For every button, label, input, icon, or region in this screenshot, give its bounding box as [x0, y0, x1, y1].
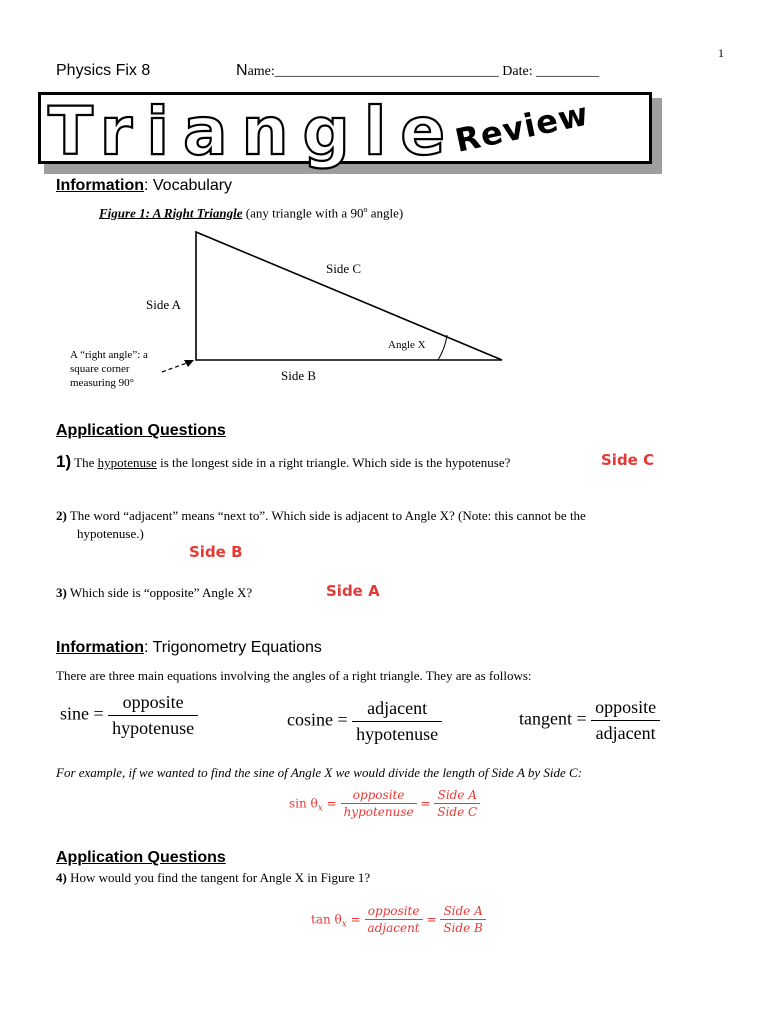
angle-x-arc — [438, 335, 447, 360]
tangent-equals: = — [576, 708, 587, 729]
right-angle-note-line: square corner — [70, 363, 130, 375]
trig-heading-rest: : Trigonometry Equations — [144, 639, 322, 656]
right-angle-note-line: A “right angle”: a — [70, 349, 148, 361]
figure-note-suffix: angle) — [367, 205, 404, 221]
figure-caption: Figure 1: A Right Triangle — [99, 205, 243, 221]
figure-note-prefix: (any triangle with a 90 — [242, 205, 364, 221]
example-text: For example, if we wanted to find the sine of Angle X we would divide the length of Side A by Side C: — [56, 765, 583, 780]
angle-x-label: Angle X — [388, 339, 426, 351]
sine-equals: = — [93, 703, 104, 724]
q4-text: How would you find the tangent for Angle X in Figure 1? — [66, 870, 371, 885]
sine-numerator: opposite — [108, 692, 198, 716]
name-label-initial: N — [236, 62, 248, 79]
q2-answer: Side B — [189, 543, 243, 561]
name-blank: ________________________________ — [274, 64, 499, 79]
name-label: ame: — [247, 64, 275, 79]
sine-fraction — [108, 692, 198, 739]
example-num-2: Side A — [434, 788, 480, 804]
q4-sub: x — [341, 919, 347, 930]
course-title: Physics Fix 8 — [56, 62, 151, 79]
sine-equation — [60, 692, 198, 739]
sine-denominator: hypotenuse — [112, 718, 195, 738]
page-number: 1 — [718, 46, 724, 60]
cosine-fraction — [352, 698, 442, 745]
q3-number: 3) — [56, 585, 67, 600]
q4-equals-2: = — [426, 912, 437, 927]
tangent-equation — [519, 697, 660, 744]
q1-answer: Side C — [601, 451, 655, 469]
trig-heading-bold: Information — [56, 639, 144, 656]
app-questions-heading-2: Application Questions — [56, 849, 226, 866]
tangent-denominator: adjacent — [595, 723, 656, 743]
example-fraction-1 — [341, 788, 417, 819]
trig-heading — [56, 639, 322, 657]
q1-pre: The — [71, 455, 98, 470]
sine-example-equation — [289, 788, 480, 819]
side-b-label: Side B — [281, 368, 317, 383]
q1-term: hypotenuse — [97, 455, 157, 470]
q4-fraction-2 — [440, 904, 485, 935]
q4-den-1: adjacent — [367, 921, 420, 935]
q2-text-2: hypotenuse.) — [77, 526, 144, 541]
cosine-equation — [287, 698, 442, 745]
tangent-numerator: opposite — [591, 697, 660, 721]
right-angle-note-line: measuring 90° — [70, 377, 134, 389]
q4-num-2: Side A — [440, 904, 485, 920]
date-label: Date: — [502, 64, 533, 79]
banner-art — [38, 92, 662, 174]
q3-answer: Side A — [326, 582, 380, 600]
date-blank: _________ — [536, 64, 600, 79]
name-field[interactable] — [236, 62, 599, 80]
example-den-2: Side C — [437, 805, 478, 819]
question-2 — [56, 507, 586, 543]
q4-fraction-1 — [365, 904, 423, 935]
side-c-label: Side C — [326, 261, 362, 276]
q4-equals: = — [350, 912, 361, 927]
tangent-lhs: tangent — [519, 708, 572, 729]
banner-title: Triangle — [48, 93, 460, 170]
title-banner — [38, 92, 662, 174]
triangle-shape — [196, 232, 502, 360]
q1-post: is the longest side in a right triangle. Which side is the hypotenuse? — [156, 455, 511, 470]
question-4 — [56, 870, 370, 886]
q4-number: 4) — [56, 870, 67, 885]
cosine-equals: = — [337, 709, 348, 730]
vocab-heading — [56, 177, 232, 195]
vocab-heading-bold: Information — [56, 177, 144, 194]
q4-den-2: Side B — [443, 921, 483, 935]
q1-number: 1) — [56, 452, 72, 471]
sine-lhs: sine — [60, 703, 89, 724]
question-1 — [56, 452, 510, 472]
example-equals-2: = — [420, 796, 431, 811]
q3-text: Which side is “opposite” Angle X? — [69, 585, 253, 600]
example-equals: = — [326, 796, 337, 811]
figure-caption-line — [99, 205, 403, 221]
q2-text-1: The word “adjacent” means “next to”. Which side is adjacent to Angle X? (Note: this cannot be the — [69, 508, 586, 523]
banner-subtitle: Review — [451, 94, 593, 160]
example-fraction-2 — [434, 788, 480, 819]
trig-intro: There are three main equations involving the angles of a right triangle. They are as follows: — [56, 668, 532, 683]
figure-note-sup: o — [363, 205, 368, 214]
question-3 — [56, 585, 252, 601]
tangent-example-equation — [311, 904, 486, 935]
cosine-denominator: hypotenuse — [356, 724, 439, 744]
cosine-lhs: cosine — [287, 709, 333, 730]
tangent-fraction — [591, 697, 660, 744]
q4-lhs: tan θ — [311, 912, 342, 927]
app-questions-heading: Application Questions — [56, 422, 226, 439]
example-lhs: sin θ — [289, 796, 318, 811]
q4-num-1: opposite — [365, 904, 423, 920]
side-a-label: Side A — [146, 297, 182, 312]
right-angle-note — [70, 348, 148, 390]
q2-number: 2) — [56, 508, 67, 523]
example-num-1: opposite — [341, 788, 417, 804]
cosine-numerator: adjacent — [352, 698, 442, 722]
vocab-heading-rest: : Vocabulary — [144, 177, 233, 194]
example-den-1: hypotenuse — [343, 805, 414, 819]
example-sub: x — [317, 803, 323, 814]
